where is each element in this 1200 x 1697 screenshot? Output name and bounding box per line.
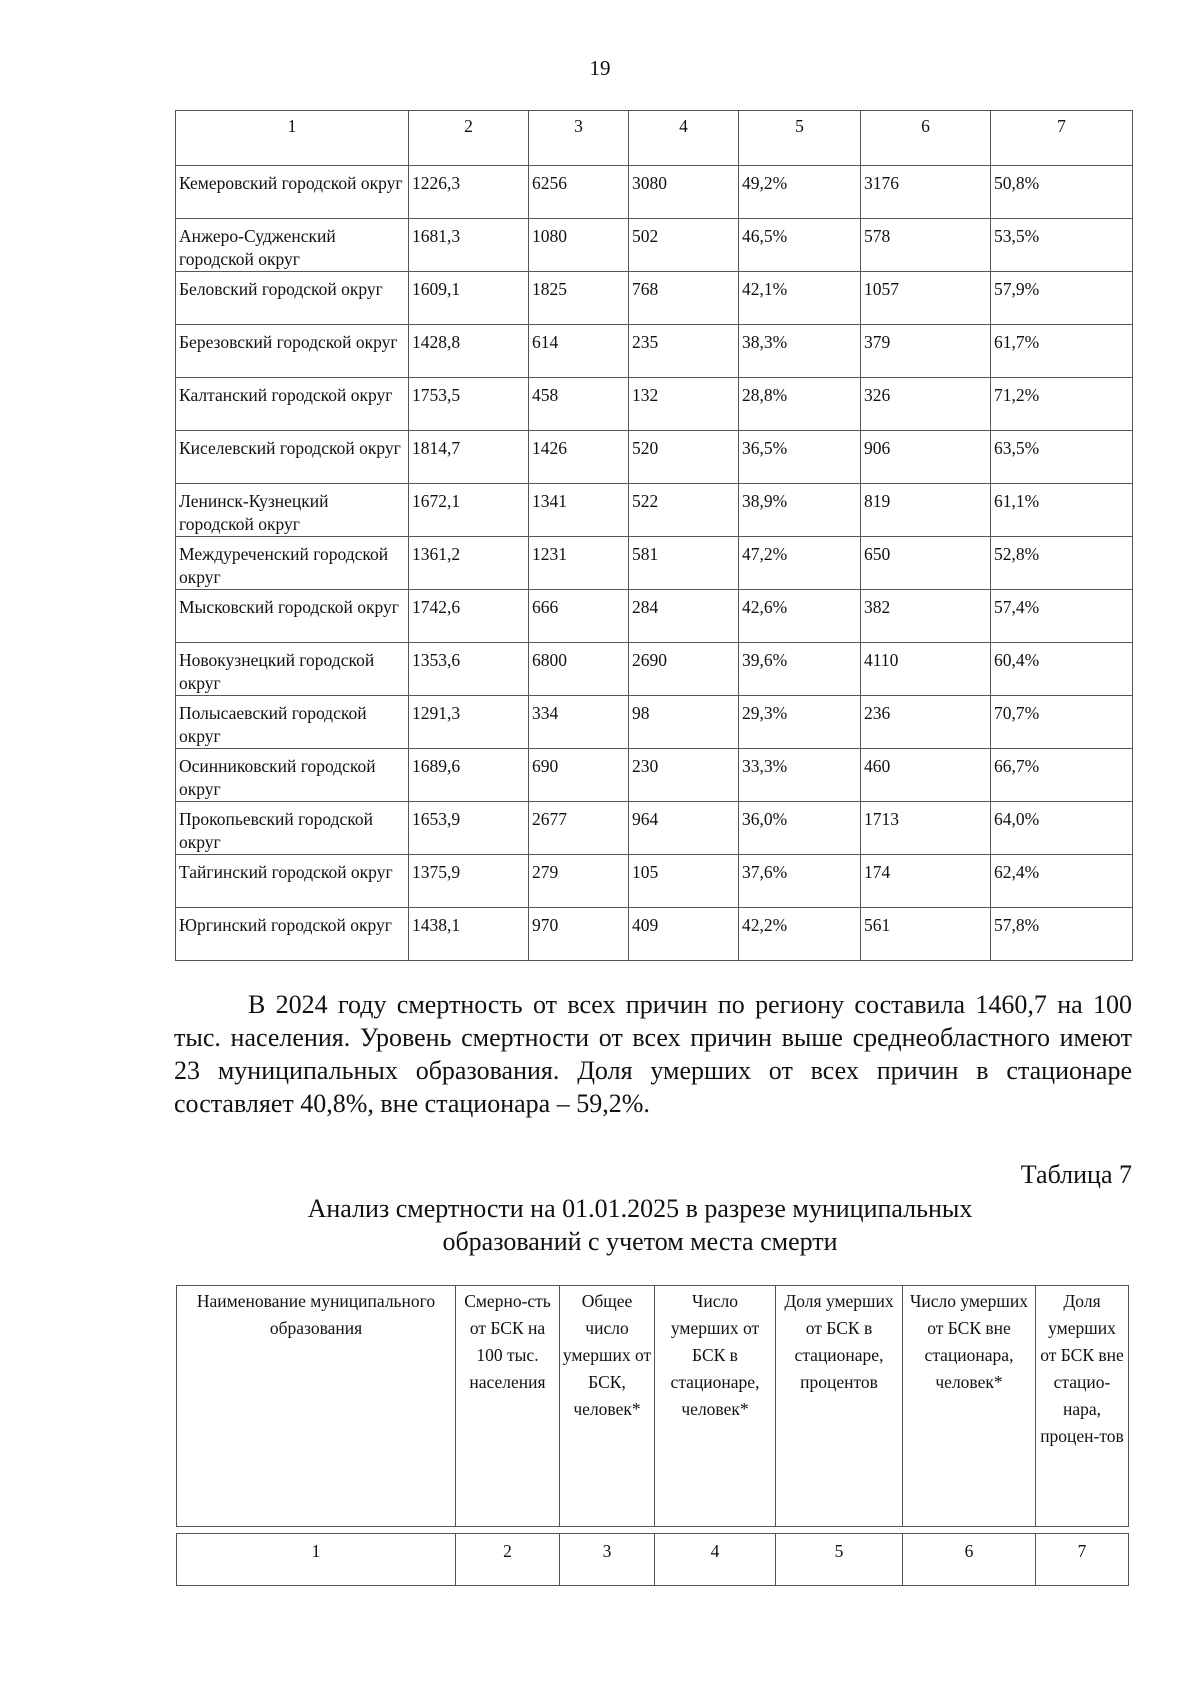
municipality-name: Анжеро-Судженский городской округ	[176, 219, 409, 272]
table-label: Таблица 7	[1020, 1160, 1132, 1189]
column-header: Смерно-сть от БСК на 100 тыс. населения	[456, 1286, 560, 1527]
municipality-name: Калтанский городской округ	[176, 378, 409, 431]
table-cell: 42,1%	[739, 272, 861, 325]
table-cell: 60,4%	[991, 643, 1133, 696]
table-cell: 1361,2	[409, 537, 529, 590]
table-cell: 334	[529, 696, 629, 749]
table-cell: 37,6%	[739, 855, 861, 908]
table-cell: 1653,9	[409, 802, 529, 855]
table-cell: 39,6%	[739, 643, 861, 696]
table-cell: 6800	[529, 643, 629, 696]
page-number: 19	[589, 56, 611, 80]
municipality-name: Березовский городской округ	[176, 325, 409, 378]
table-cell: 1353,6	[409, 643, 529, 696]
table-cell: 970	[529, 908, 629, 961]
column-header: Число умерших от БСК вне стационара, человек*	[903, 1286, 1036, 1527]
table-cell: 57,4%	[991, 590, 1133, 643]
table-cell: 38,3%	[739, 325, 861, 378]
table-row	[176, 272, 1133, 325]
table-row	[176, 378, 1133, 431]
table-cell: 964	[629, 802, 739, 855]
table-cell: 50,8%	[991, 166, 1133, 219]
column-number: 1	[176, 111, 409, 166]
municipality-name: Междуреченский городской округ	[176, 537, 409, 590]
table-row	[176, 325, 1133, 378]
table-cell: 71,2%	[991, 378, 1133, 431]
table-row	[176, 431, 1133, 484]
column-number: 4	[629, 111, 739, 166]
column-number: 3	[529, 111, 629, 166]
table-cell: 522	[629, 484, 739, 537]
column-number-row	[177, 1534, 1129, 1586]
table-cell: 284	[629, 590, 739, 643]
column-number: 6	[861, 111, 991, 166]
table-cell: 502	[629, 219, 739, 272]
table-cell: 650	[861, 537, 991, 590]
municipality-name: Тайгинский городской округ	[176, 855, 409, 908]
table-row	[176, 749, 1133, 802]
table-cell: 42,2%	[739, 908, 861, 961]
table-cell: 3176	[861, 166, 991, 219]
table-row	[176, 643, 1133, 696]
table-cell: 1341	[529, 484, 629, 537]
municipality-name: Юргинский городской округ	[176, 908, 409, 961]
table-row	[176, 484, 1133, 537]
table-cell: 1428,8	[409, 325, 529, 378]
column-number: 7	[991, 111, 1133, 166]
table-cell: 62,4%	[991, 855, 1133, 908]
municipality-name: Новокузнецкий городской округ	[176, 643, 409, 696]
table-cell: 61,1%	[991, 484, 1133, 537]
table-cell: 1057	[861, 272, 991, 325]
table-cell: 98	[629, 696, 739, 749]
column-number: 4	[655, 1534, 776, 1586]
table-cell: 1689,6	[409, 749, 529, 802]
table-cell: 279	[529, 855, 629, 908]
table-cell: 1609,1	[409, 272, 529, 325]
table-cell: 6256	[529, 166, 629, 219]
column-number: 3	[560, 1534, 655, 1586]
column-header: Наименование муниципального образования	[177, 1286, 456, 1527]
table-cell: 1681,3	[409, 219, 529, 272]
table-cell: 4110	[861, 643, 991, 696]
table-cell: 105	[629, 855, 739, 908]
table-cell: 561	[861, 908, 991, 961]
table-cell: 63,5%	[991, 431, 1133, 484]
table-cell: 46,5%	[739, 219, 861, 272]
table-cell: 36,0%	[739, 802, 861, 855]
table-cell: 36,5%	[739, 431, 861, 484]
table-cell: 47,2%	[739, 537, 861, 590]
table-cell: 64,0%	[991, 802, 1133, 855]
table-row	[176, 855, 1133, 908]
table-cell: 1375,9	[409, 855, 529, 908]
table-cell: 326	[861, 378, 991, 431]
table-cell: 819	[861, 484, 991, 537]
table-cell: 49,2%	[739, 166, 861, 219]
table-cell: 28,8%	[739, 378, 861, 431]
municipality-name: Кемеровский городской округ	[176, 166, 409, 219]
table-cell: 1438,1	[409, 908, 529, 961]
table-cell: 1742,6	[409, 590, 529, 643]
municipality-name: Ленинск-Кузнецкий городской округ	[176, 484, 409, 537]
table-cell: 666	[529, 590, 629, 643]
table-row	[176, 537, 1133, 590]
table-cell: 1672,1	[409, 484, 529, 537]
table-row	[176, 590, 1133, 643]
table-cell: 690	[529, 749, 629, 802]
table-cell: 53,5%	[991, 219, 1133, 272]
table-cell: 42,6%	[739, 590, 861, 643]
table-row	[176, 696, 1133, 749]
table-cell: 52,8%	[991, 537, 1133, 590]
municipality-name: Киселевский городской округ	[176, 431, 409, 484]
table-cell: 57,8%	[991, 908, 1133, 961]
table-cell: 230	[629, 749, 739, 802]
table-cell: 1291,3	[409, 696, 529, 749]
municipality-name: Осинниковский городской округ	[176, 749, 409, 802]
table-cell: 66,7%	[991, 749, 1133, 802]
table-row	[176, 908, 1133, 961]
table-cell: 1226,3	[409, 166, 529, 219]
table-cell: 132	[629, 378, 739, 431]
table-cell: 235	[629, 325, 739, 378]
table-cell: 2690	[629, 643, 739, 696]
table-cell: 61,7%	[991, 325, 1133, 378]
municipality-name: Мысковский городской округ	[176, 590, 409, 643]
mortality-table-continued	[175, 110, 1133, 961]
table-cell: 1753,5	[409, 378, 529, 431]
column-header: Число умерших от БСК в стационаре, человек*	[655, 1286, 776, 1527]
table-cell: 409	[629, 908, 739, 961]
table-cell: 1231	[529, 537, 629, 590]
table-row	[176, 802, 1133, 855]
table-cell: 379	[861, 325, 991, 378]
column-number: 1	[177, 1534, 456, 1586]
table-cell: 578	[861, 219, 991, 272]
table-cell: 1825	[529, 272, 629, 325]
table-cell: 1814,7	[409, 431, 529, 484]
column-header: Доля умерших от БСК вне стацио-нара, процен-тов	[1036, 1286, 1129, 1527]
column-number: 6	[903, 1534, 1036, 1586]
table-cell: 70,7%	[991, 696, 1133, 749]
table-cell: 236	[861, 696, 991, 749]
table-cell: 29,3%	[739, 696, 861, 749]
table-title: Анализ смертности на 01.01.2025 в разрезе муниципальных образований с учетом места смерти	[307, 1194, 973, 1256]
municipality-name: Полысаевский городской округ	[176, 696, 409, 749]
column-number: 5	[739, 111, 861, 166]
table-cell: 174	[861, 855, 991, 908]
municipality-name: Прокопьевский городской округ	[176, 802, 409, 855]
table-cell: 1713	[861, 802, 991, 855]
mortality-analysis-table	[176, 1285, 1129, 1586]
header-row	[177, 1286, 1129, 1527]
table-cell: 460	[861, 749, 991, 802]
table-cell: 2677	[529, 802, 629, 855]
column-number: 5	[776, 1534, 903, 1586]
table-cell: 1080	[529, 219, 629, 272]
table-cell: 520	[629, 431, 739, 484]
column-header: Общее число умерших от БСК, человек*	[560, 1286, 655, 1527]
table-cell: 57,9%	[991, 272, 1133, 325]
column-header: Доля умерших от БСК в стационаре, процентов	[776, 1286, 903, 1527]
table-cell: 382	[861, 590, 991, 643]
table-cell: 38,9%	[739, 484, 861, 537]
column-number: 2	[409, 111, 529, 166]
table-cell: 3080	[629, 166, 739, 219]
table-cell: 33,3%	[739, 749, 861, 802]
column-number: 2	[456, 1534, 560, 1586]
table-row	[176, 166, 1133, 219]
table-cell: 906	[861, 431, 991, 484]
table-cell: 768	[629, 272, 739, 325]
municipality-name: Беловский городской округ	[176, 272, 409, 325]
table-cell: 581	[629, 537, 739, 590]
column-number-row	[176, 111, 1133, 166]
summary-paragraph: В 2024 году смертность от всех причин по региону составила 1460,7 на 100 тыс. населения. Уровень смертности от всех причин выше среднеобластного имеют 23 муниципальных образования. Доля умерших от всех причин в стационаре составляет 40,8%, вне стационара – 59,2%.	[174, 990, 1132, 1118]
table-cell: 458	[529, 378, 629, 431]
column-number: 7	[1036, 1534, 1129, 1586]
table-row	[176, 219, 1133, 272]
table-cell: 1426	[529, 431, 629, 484]
table-cell: 614	[529, 325, 629, 378]
